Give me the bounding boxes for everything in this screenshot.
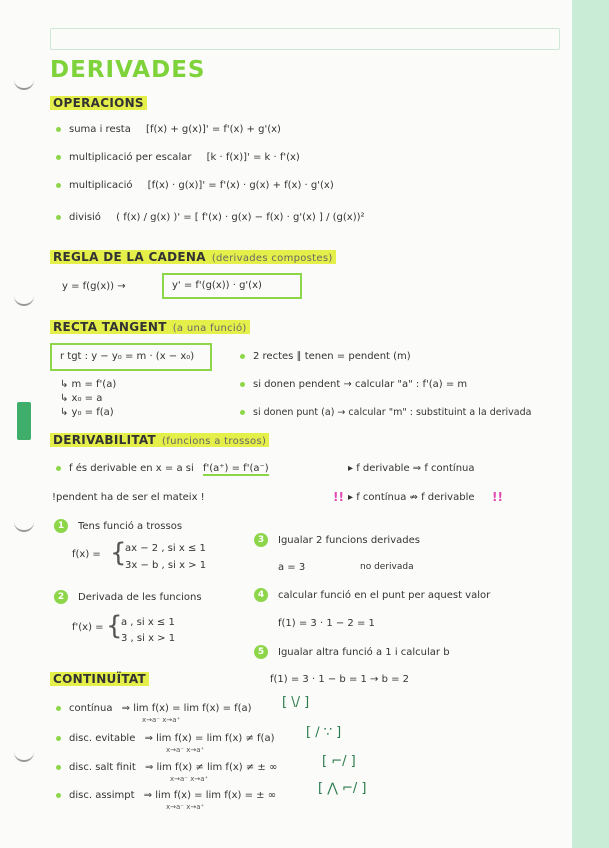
op-item-3 <box>56 180 334 191</box>
tangent-formula-box <box>50 343 212 371</box>
header-box <box>50 28 560 50</box>
op-item-4 <box>56 212 365 223</box>
heading-note: (a una funció) <box>172 323 247 334</box>
page-margin-strip <box>572 0 609 848</box>
evitable-sketch: [ ∕ ∵ ] <box>306 725 342 740</box>
tangent-def: ↳ m = f'(a) <box>60 379 117 390</box>
op-formula: ( f(x) / g(x) )' = [ f'(x) · g(x) − f(x) · g'(x) ] / (g(x))² <box>116 212 365 223</box>
step-text: Tens funció a trossos <box>78 521 183 532</box>
cont-label: contínua <box>69 703 113 714</box>
step-number: 1 <box>54 519 68 533</box>
salt-finit-sketch: [ ⌐/ ] <box>322 754 356 769</box>
op-label: multiplicació per escalar <box>69 152 192 163</box>
cont-formula: ⇒ lim f(x) = lim f(x) = f(a) <box>121 703 252 714</box>
implication-1: ▸ f derivable ⇒ f contínua <box>348 463 475 474</box>
bullet <box>56 183 61 188</box>
piecewise-row: a , si x ≤ 1 <box>121 617 175 628</box>
bullet <box>56 706 61 711</box>
piecewise-row: ax − 2 , si x ≤ 1 <box>125 543 206 554</box>
op-formula: [k · f(x)]' = k · f'(x) <box>206 152 300 163</box>
bullet-text: si donen punt (a) → calcular "m" : substituint a la derivada <box>253 407 532 418</box>
cadena-formula: y' = f'(g(x)) · g'(x) <box>172 280 262 291</box>
assimpt-sketch: [ ⋀ ⌐/ ] <box>318 781 367 796</box>
heading-cadena <box>50 250 336 264</box>
bullet <box>56 765 61 770</box>
heading-tangent <box>50 320 250 334</box>
piecewise-row: 3x − b , si x > 1 <box>125 560 207 571</box>
op-formula: [f(x) + g(x)]' = f'(x) + g'(x) <box>146 124 281 135</box>
step-number: 2 <box>54 590 68 604</box>
piecewise-label: f'(x) = <box>72 622 104 633</box>
tangent-def: ↳ x₀ = a <box>60 393 103 404</box>
step-text: calcular funció en el punt per aquest valor <box>278 590 491 601</box>
tangent-def: ↳ y₀ = f(a) <box>60 407 114 418</box>
f1-eval: f(1) = 3 · 1 − 2 = 1 <box>278 618 375 629</box>
op-label: suma i resta <box>69 124 131 135</box>
piecewise-label: f(x) = <box>72 549 101 560</box>
f1-b-eval: f(1) = 3 · 1 − b = 1 → b = 2 <box>270 674 410 685</box>
cadena-formula-box <box>162 273 302 299</box>
bullet <box>240 354 245 359</box>
side-tab <box>17 402 31 440</box>
tangent-bullet <box>240 379 467 390</box>
step-number: 4 <box>254 588 268 602</box>
op-item-1 <box>56 124 281 135</box>
cont-label: disc. salt finit <box>69 762 136 773</box>
tangent-bullet <box>240 407 531 418</box>
rule-condition: f'(a⁺) = f'(a⁻) <box>202 463 269 474</box>
limit-subscripts: x→a⁻ x→a⁺ <box>166 746 205 754</box>
page-title: DERIVADES <box>50 57 206 83</box>
heading-derivabilitat <box>50 433 269 447</box>
cont-item <box>56 762 277 773</box>
cont-item <box>56 790 276 801</box>
step-number: 3 <box>254 533 268 547</box>
bullet <box>56 127 61 132</box>
tangent-bullet <box>240 351 411 362</box>
continuous-sketch: [ \/ ] <box>282 695 310 710</box>
rule-prefix: f és derivable en x = a si <box>69 463 194 474</box>
implication-2: ▸ f contínua ⇏ f derivable <box>348 492 475 503</box>
bullet <box>56 736 61 741</box>
bullet-text: 2 rectes ∥ tenen = pendent (m) <box>253 351 411 362</box>
heading-text: RECTA TANGENT <box>53 320 167 334</box>
cont-formula: ⇒ lim f(x) = lim f(x) ≠ f(a) <box>144 733 275 744</box>
heading-continuitat: CONTINUÏTAT <box>50 672 149 686</box>
limit-subscripts: x→a⁻ x→a⁺ <box>166 803 205 811</box>
no-derivada-note: no derivada <box>360 562 414 572</box>
cadena-lhs: y = f(g(x)) → <box>62 281 126 292</box>
a-value: a = 3 <box>278 562 306 573</box>
pink-mark: !! <box>333 490 344 504</box>
cont-item <box>56 733 274 744</box>
bullet <box>56 793 61 798</box>
bullet <box>240 410 245 415</box>
bullet <box>240 382 245 387</box>
op-formula: [f(x) · g(x)]' = f'(x) · g(x) + f(x) · g'(x) <box>147 180 334 191</box>
bullet-text: si donen pendent → calcular "a" : f'(a) = m <box>253 379 468 390</box>
op-label: multiplicació <box>69 180 133 191</box>
cont-formula: ⇒ lim f(x) ≠ lim f(x) ≠ ± ∞ <box>144 762 278 773</box>
heading-text: DERIVABILITAT <box>53 433 157 447</box>
derivable-rule <box>56 463 269 474</box>
pink-mark: !! <box>492 490 503 504</box>
limit-subscripts: x→a⁻ x→a⁺ <box>170 775 209 783</box>
heading-operacions: OPERACIONS <box>50 96 147 110</box>
op-item-2 <box>56 152 300 163</box>
step-text: Igualar 2 funcions derivades <box>278 535 420 546</box>
step-text: Igualar altra funció a 1 i calcular b <box>278 647 450 658</box>
limit-subscripts: x→a⁻ x→a⁺ <box>142 716 181 724</box>
cont-formula: ⇒ lim f(x) = lim f(x) = ± ∞ <box>143 790 277 801</box>
tangent-formula: r tgt : y − y₀ = m · (x − x₀) <box>60 351 195 362</box>
cont-item <box>56 703 252 714</box>
bullet <box>56 466 61 471</box>
step-number: 5 <box>254 645 268 659</box>
piecewise-row: 3 , si x > 1 <box>121 633 176 644</box>
warning-note: !pendent ha de ser el mateix ! <box>52 492 205 503</box>
heading-note: (funcions a trossos) <box>162 436 267 447</box>
heading-text: REGLA DE LA CADENA <box>53 250 206 264</box>
brace-icon: { <box>110 538 127 568</box>
cont-label: disc. evitable <box>69 733 136 744</box>
brace-icon: { <box>106 611 123 641</box>
cont-label: disc. assimpt <box>69 790 135 801</box>
step-text: Derivada de les funcions <box>78 592 202 603</box>
op-label: divisió <box>69 212 101 223</box>
heading-note: (derivades compostes) <box>211 253 333 264</box>
bullet <box>56 215 61 220</box>
bullet <box>56 155 61 160</box>
